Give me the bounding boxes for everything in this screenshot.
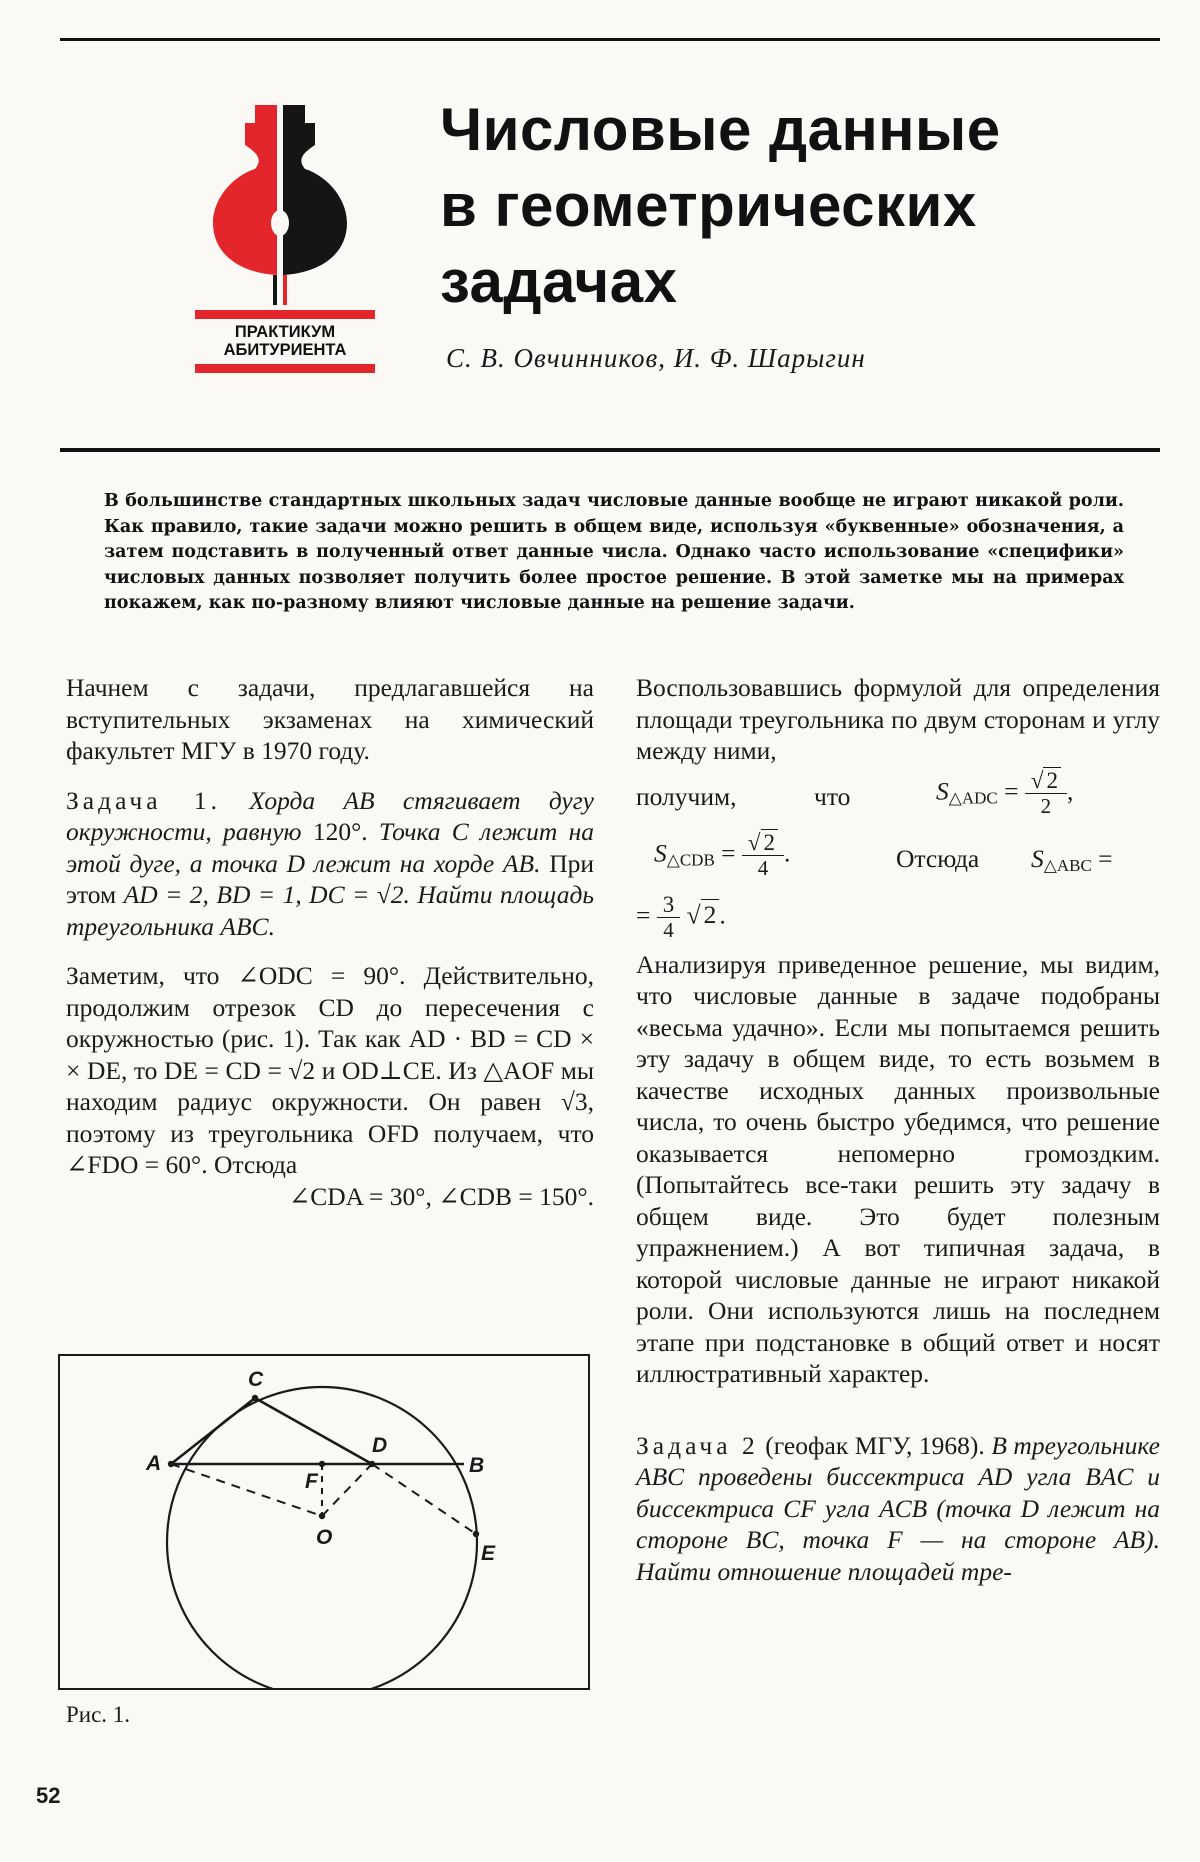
problem-1 — [66, 785, 594, 943]
s-adc-sub: △ADC — [948, 787, 998, 807]
eq-dot: . — [784, 837, 791, 867]
point-e-label: E — [481, 1542, 496, 1565]
s-abc-sub: △ABC — [1043, 855, 1092, 875]
s-symbol-2: S — [654, 837, 667, 867]
header-rule — [60, 448, 1160, 452]
left-column — [66, 672, 594, 1212]
eq-line-1 — [636, 767, 1160, 829]
abstract-text: В большинстве стандартных школьных задач числовые данные вообще не играют никакой роли. Как правило, такие задачи можно решить в общем виде, используя «буквенные» обозначения, а затем подставить в полученный ответ данные числа. Однако часто использование «специфики» числовых данных позволяет получить более простое решение. В этой заметке мы на примерах покажем, как по-разному влияют числовые данные на решение задачи. — [104, 491, 1124, 613]
logo-band-top — [195, 310, 375, 319]
s-symbol: S — [936, 775, 949, 805]
figure-1-diagram — [60, 1356, 588, 1688]
den-4: 4 — [757, 855, 769, 880]
frac-3-over-4 — [657, 893, 681, 942]
eq-comma: , — [1066, 775, 1074, 805]
eq-s-abc — [1031, 843, 1113, 882]
problem-1-text-c: При этом — [66, 848, 594, 909]
root2-num-2: 2 — [761, 829, 779, 855]
point-f-dot — [319, 1461, 325, 1467]
den-4b: 4 — [663, 917, 674, 942]
eq-sign-4: = — [636, 899, 651, 929]
point-c-dot — [252, 1395, 258, 1401]
eq-s-cdb — [654, 831, 790, 880]
segment-od — [322, 1464, 372, 1516]
num-3: 3 — [657, 893, 681, 918]
problem-2-label: Задача 2 — [636, 1430, 759, 1460]
solution-1-angles: ∠CDA = 30°, ∠CDB = 150°. — [288, 1181, 594, 1211]
s-symbol-3: S — [1031, 843, 1044, 873]
eq-dot-2: . — [719, 899, 726, 929]
segment-ac — [171, 1398, 255, 1464]
problem-1-text-a: Хорда AB стягивает дугу окружности, равную — [66, 785, 595, 846]
solution-1: Заметим, что ∠ODC = 90°. Действительно, продолжим отрезок CD до пересечения с окружностью (рис. 1). Так как AD · BD = CD × × DE, то DE = CD = √2 и OD⊥CE. Из △AOF мы находим радиус окружности. Он равен √3, поэтому из треугольника OFD получаем, что ∠FDO = 60°. Отсюда — [66, 961, 594, 1179]
root2-result: 2 — [701, 899, 720, 929]
intro-paragraph: Начнем с задачи, предлагавшейся на вступительных экзаменах на химический факультет МГУ в 1970 году. — [66, 673, 594, 765]
root2-num: 2 — [1043, 767, 1061, 793]
problem-1-given: AD = 2, BD = 1, DC = √2. — [123, 880, 410, 909]
eq-sign: = — [1004, 775, 1019, 805]
logo-band-bottom — [195, 364, 375, 373]
eq-that: что — [814, 781, 851, 811]
point-d-label: D — [372, 1434, 388, 1457]
s-cdb-sub: △CDB — [666, 849, 715, 869]
eq-line-2 — [636, 829, 1160, 891]
den-2: 2 — [1040, 793, 1052, 818]
praktikum-logo — [195, 105, 380, 380]
point-a-dot — [168, 1461, 174, 1467]
logo-line-1: ПРАКТИКУМ — [234, 323, 336, 341]
eq-sign-2: = — [721, 837, 736, 867]
eq-sign-3: = — [1098, 843, 1113, 873]
title-line-2: в геометрических — [440, 172, 977, 239]
figure-1 — [58, 1354, 590, 1690]
point-c-label: C — [248, 1368, 264, 1391]
eq-line-3 — [636, 891, 1160, 949]
authors: С. В. Овчинников, И. Ф. Шарыгин — [446, 343, 866, 373]
title-line-1: Числовые данные — [440, 96, 1001, 163]
eq-lead: получим, — [636, 781, 737, 811]
segment-ao — [171, 1464, 322, 1516]
analysis-paragraph: Анализируя приведенное решение, мы видим, что числовые данные в задаче подобраны «весьма удачно». Если мы попытаемся решить эту задачу в общем виде, то есть возьмем в качестве исходных данных произвольные числа, то очень быстро убедимся, что решение оказывается непомерно громоздким. (Попытайтесь все-таки решить эту задачу в общем виде. Это будет полезным упражнением.) А вот типичная задача, в которой числовые данные не играют никакой роли. Они используются лишь на последнем этапе при подстановке в общий ответ и носят иллюстративный характер. — [636, 949, 1160, 1388]
frac-root2-over-4: $\frac{√ 2}{4}$ — [742, 831, 784, 880]
formula-paragraph: Воспользовавшись формулой для определения площади треугольника по двум сторонам и углу между ними, — [636, 673, 1160, 765]
point-f-label: F — [305, 1470, 318, 1493]
point-o-dot — [319, 1513, 325, 1519]
point-e-dot — [473, 1531, 479, 1537]
article-title — [440, 92, 1140, 320]
right-column — [636, 672, 1160, 1587]
logo-emblem-icon — [205, 105, 355, 305]
eq-s-adc — [936, 769, 1073, 818]
problem-2-source: (геофак МГУ, 1968). — [765, 1430, 985, 1460]
figure-1-caption: Рис. 1. — [66, 1702, 131, 1727]
title-line-3: задачах — [440, 248, 678, 315]
abstract — [104, 489, 1124, 617]
frac-root2-over-2: $\frac{√ 2}{2}$ — [1025, 769, 1067, 818]
point-d-dot — [369, 1461, 375, 1467]
point-b-label: B — [469, 1454, 485, 1477]
problem-2 — [636, 1430, 1160, 1588]
logo-line-2: АБИТУРИЕНТА — [223, 341, 347, 359]
problem-1-angle: 120°. — [312, 817, 368, 846]
segment-cd — [255, 1398, 372, 1464]
eq-otsyuda: Отсюда — [896, 843, 980, 873]
problem-1-text-b: Точка C лежит на этой дуге, а точка D лежит на хорде AB. — [66, 817, 594, 878]
problem-1-question: Найти площадь треугольника ABC. — [66, 880, 595, 941]
page-number: 52 — [36, 1783, 61, 1808]
top-rule — [60, 38, 1160, 41]
point-o-label: O — [316, 1526, 333, 1549]
point-a-label: A — [146, 1452, 162, 1475]
eq-result: = $\frac{3}{4}$ √ 2 . — [636, 891, 726, 942]
problem-1-label: Задача 1. — [66, 785, 221, 815]
problem-2-text: В треугольнике ABC проведены биссектриса AD угла BAC и биссектриса CF угла ACB (точка D лежит на стороне BC, точка F — на стороне AB). Найти отношение площадей тре- — [636, 1430, 1161, 1586]
